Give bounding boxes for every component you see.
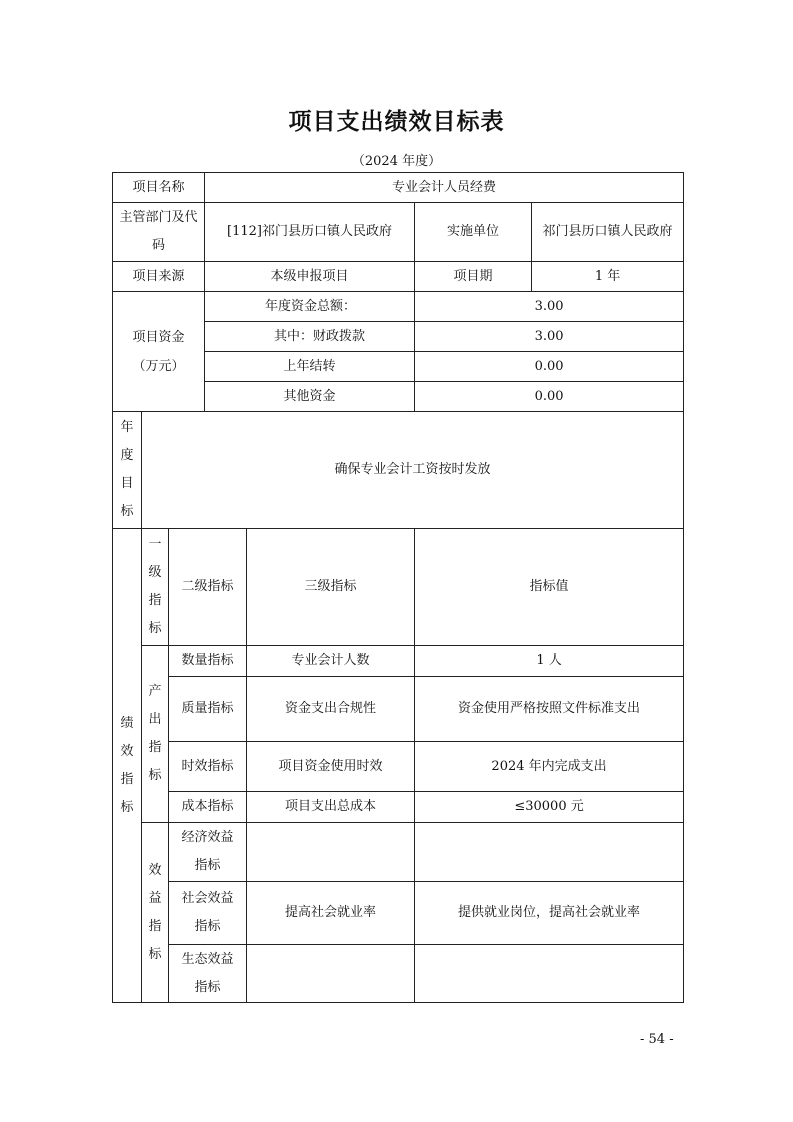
benefit-level3	[247, 823, 415, 882]
benefit-value	[415, 823, 684, 882]
output-level3: 资金支出合规性	[247, 677, 415, 742]
output-value: ≤30000 元	[415, 792, 684, 823]
implementer-value: 祁门县历口镇人民政府	[532, 203, 684, 262]
fund-label: 年度资金总额：	[205, 292, 415, 322]
annual-goal-value: 确保专业会计工资按时发放	[142, 412, 684, 529]
funds-label	[113, 292, 205, 412]
benefit-level2-text: 生态效益指标	[181, 951, 234, 995]
project-name-label: 项目名称	[113, 173, 205, 203]
row-output-quantity	[113, 646, 684, 677]
period-value: 1 年	[532, 262, 684, 292]
benefit-label	[142, 823, 169, 1003]
benefit-value: 提供就业岗位，提高社会就业率	[415, 882, 684, 945]
fund-value: 3.00	[415, 292, 684, 322]
fund-value: 0.00	[415, 352, 684, 382]
header-level2: 二级指标	[169, 529, 247, 646]
output-level3: 项目资金使用时效	[247, 742, 415, 792]
benefit-level3: 提高社会就业率	[247, 882, 415, 945]
benefit-level2	[169, 882, 247, 945]
header-level1-text: 一级指标	[148, 537, 162, 636]
page-number: - 54 -	[640, 1032, 674, 1047]
benefit-level3	[247, 945, 415, 1003]
row-benefit-economic	[113, 823, 684, 882]
indicators-label-text: 绩效指标	[120, 715, 134, 815]
year-note: （2024 年度）	[351, 154, 442, 169]
row-output-timeliness	[113, 742, 684, 792]
annual-goal-label-text: 年度目标	[120, 420, 134, 519]
output-level2: 数量指标	[169, 646, 247, 677]
department-label: 主管部门及代码	[113, 203, 205, 262]
annual-goal-label	[113, 412, 142, 529]
row-indicator-header	[113, 529, 684, 646]
fund-label: 其他资金	[205, 382, 415, 412]
output-label-text: 产出指标	[148, 684, 162, 783]
output-value: 2024 年内完成支出	[415, 742, 684, 792]
indicators-label	[113, 529, 142, 1003]
output-value: 资金使用严格按照文件标准支出	[415, 677, 684, 742]
source-label: 项目来源	[113, 262, 205, 292]
benefit-level2-text: 经济效益指标	[181, 830, 234, 873]
benefit-label-text: 效益指标	[148, 862, 162, 962]
row-output-cost	[113, 792, 684, 823]
benefit-level2	[169, 945, 247, 1003]
fund-value: 3.00	[415, 322, 684, 352]
row-department	[113, 203, 684, 262]
header-level3: 三级指标	[247, 529, 415, 646]
benefit-level2-text: 社会效益指标	[181, 891, 234, 934]
page-title: 项目支出绩效目标表	[288, 109, 505, 135]
row-project-name	[113, 173, 684, 203]
fund-value: 0.00	[415, 382, 684, 412]
source-value: 本级申报项目	[205, 262, 415, 292]
fund-label: 上年结转	[205, 352, 415, 382]
period-label: 项目期	[415, 262, 532, 292]
row-source	[113, 262, 684, 292]
row-annual-goal	[113, 412, 684, 529]
output-label	[142, 646, 169, 823]
fund-label: 其中：财政拨款	[205, 322, 415, 352]
header-value: 指标值	[415, 529, 684, 646]
project-name-value: 专业会计人员经费	[205, 173, 684, 203]
output-level2: 成本指标	[169, 792, 247, 823]
performance-table	[112, 172, 684, 1003]
department-value: [112]祁门县历口镇人民政府	[205, 203, 415, 262]
output-level3: 项目支出总成本	[247, 792, 415, 823]
row-output-quality	[113, 677, 684, 742]
output-level2: 质量指标	[169, 677, 247, 742]
benefit-value	[415, 945, 684, 1003]
header-level1	[142, 529, 169, 646]
output-level3: 专业会计人数	[247, 646, 415, 677]
output-value: 1 人	[415, 646, 684, 677]
row-benefit-ecological	[113, 945, 684, 1003]
benefit-level2	[169, 823, 247, 882]
funds-label-text: 项目资金（万元）	[132, 329, 185, 374]
row-fund-total	[113, 292, 684, 322]
implementer-label: 实施单位	[415, 203, 532, 262]
row-benefit-social	[113, 882, 684, 945]
output-level2: 时效指标	[169, 742, 247, 792]
